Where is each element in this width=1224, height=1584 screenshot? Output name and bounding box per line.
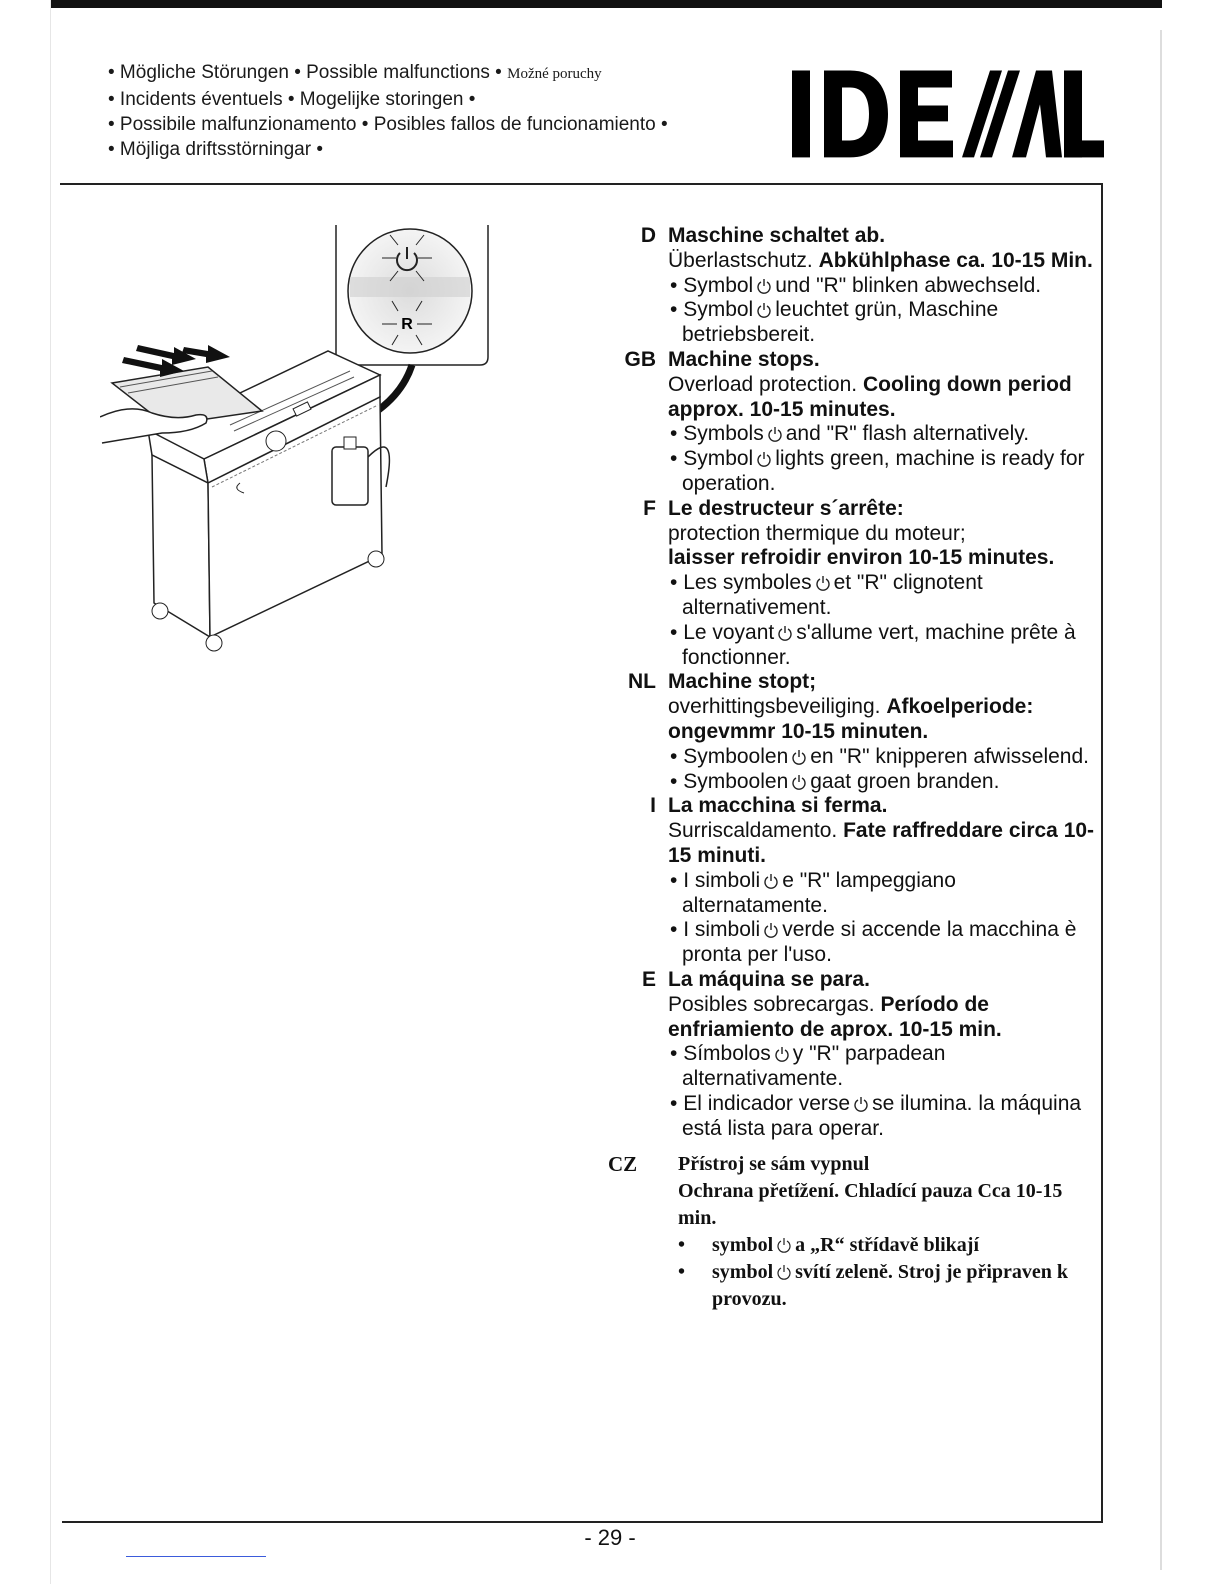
section-intro: Überlastschutz. Abkühlphase ca. 10-15 Min. bbox=[668, 248, 1093, 272]
bullet-item: • Le voyant s'allume vert, machine prête à fonctionner. bbox=[668, 621, 1098, 671]
power-icon bbox=[853, 1096, 869, 1112]
footer-rule bbox=[62, 1521, 1103, 1523]
shredder-drawing bbox=[100, 225, 520, 660]
section-heading: Machine stops. bbox=[668, 347, 820, 371]
power-icon bbox=[767, 426, 783, 442]
header-line: • Incidents éventuels • Mogelijke storingen • bbox=[108, 89, 476, 110]
section-intro: Posibles sobrecargas. Período de enfriamiento de aprox. 10-15 min. bbox=[668, 992, 1002, 1041]
shredder-illustration bbox=[100, 225, 520, 660]
section-intro: Surriscaldamento. Fate raffreddare circa 10-15 minuti. bbox=[668, 819, 1095, 867]
language-code: NL bbox=[628, 670, 656, 694]
language-code: E bbox=[641, 967, 656, 991]
header-rule bbox=[60, 183, 1102, 185]
power-icon bbox=[756, 451, 772, 467]
power-icon bbox=[815, 575, 831, 591]
header-line: • Mögliche Störungen • Possible malfunctions • Možné poruchy bbox=[108, 62, 602, 83]
language-code: I bbox=[650, 794, 656, 818]
bullet-item: • Symboolen gaat groen branden. bbox=[668, 770, 1098, 795]
section-heading: La macchina si ferma. bbox=[668, 794, 888, 818]
bullet-item: • Símbolos y "R" parpadean alternativamente. bbox=[668, 1042, 1098, 1092]
power-icon bbox=[791, 774, 807, 790]
ideal-logo-mark bbox=[790, 62, 1110, 168]
scan-edge-right bbox=[1160, 30, 1162, 1570]
section-it bbox=[618, 794, 1098, 968]
power-icon bbox=[763, 873, 779, 889]
page-number: - 29 - bbox=[584, 1525, 636, 1550]
power-icon bbox=[791, 749, 807, 765]
malfunction-entries bbox=[608, 224, 1098, 1313]
section-heading: Maschine schaltet ab. bbox=[668, 224, 886, 247]
power-icon bbox=[776, 1264, 792, 1280]
ideal-logo bbox=[790, 62, 1110, 168]
power-icon bbox=[756, 302, 772, 318]
footer-link-underline bbox=[126, 1556, 266, 1557]
header-line: • Möjliga driftsstörningar • bbox=[108, 139, 323, 160]
bullet-item: • El indicador verse se ilumina. la máquina está lista para operar. bbox=[668, 1092, 1098, 1142]
bullet-item: • Symboolen en "R" knipperen afwisselend. bbox=[668, 745, 1098, 770]
section-cz bbox=[608, 1151, 1098, 1313]
language-code: GB bbox=[624, 347, 656, 371]
section-gb bbox=[618, 348, 1098, 497]
bullet-item: • I simboli verde si accende la macchina è pronta per l'uso. bbox=[668, 918, 1098, 968]
bullet-item: • Symbol und "R" blinken abwechseld. bbox=[668, 274, 1098, 299]
power-icon bbox=[763, 922, 779, 938]
section-intro: Ochrana přetížení. Chladící pauza Cca 10-15 min. bbox=[678, 1180, 1063, 1230]
bullet-item: • symbol svítí zeleně. Stroj je připraven k provozu. bbox=[678, 1259, 1098, 1313]
section-intro: overhittingsbeveiliging. Afkoelperiode: ongevmmr 10-15 minuten. bbox=[668, 695, 1034, 743]
section-heading: Le destructeur s´arrête: bbox=[668, 496, 904, 520]
language-code: D bbox=[640, 224, 656, 247]
bullet-item: • symbol a „R“ střídavě blikají bbox=[678, 1232, 1098, 1259]
power-icon bbox=[756, 278, 772, 294]
section-nl bbox=[618, 670, 1098, 794]
scan-edge-left bbox=[50, 0, 51, 1584]
power-icon bbox=[776, 1237, 792, 1253]
power-icon bbox=[777, 625, 793, 641]
section-heading: Přístroj se sám vypnul bbox=[678, 1153, 870, 1176]
section-fr bbox=[618, 497, 1098, 671]
section-de bbox=[618, 224, 1098, 348]
malfunction-title-list bbox=[108, 60, 768, 162]
bullet-item: • Les symboles et "R" clignotent alternativement. bbox=[668, 571, 1098, 621]
bullet-item: • Symbols and "R" flash alternatively. bbox=[668, 422, 1098, 447]
bullet-item: • Symbol lights green, machine is ready for operation. bbox=[668, 447, 1098, 497]
power-icon bbox=[774, 1046, 790, 1062]
frame-rule-right bbox=[1101, 183, 1103, 1523]
section-heading: Machine stopt; bbox=[668, 670, 817, 694]
top-bar bbox=[50, 0, 1162, 8]
bullet-item: • Symbol leuchtet grün, Maschine betriebsbereit. bbox=[668, 298, 1098, 348]
header-line: • Possibile malfunzionamento • Posibles fallos de funcionamiento • bbox=[108, 114, 668, 135]
panel-label-r: R bbox=[401, 316, 413, 333]
language-code: CZ bbox=[608, 1152, 638, 1177]
section-intro: Overload protection. Cooling down period approx. 10-15 minutes. bbox=[668, 372, 1072, 421]
language-code: F bbox=[643, 496, 656, 520]
section-es bbox=[618, 968, 1098, 1142]
bullet-item: • I simboli e "R" lampeggiano alternatamente. bbox=[668, 869, 1098, 919]
section-intro: protection thermique du moteur; laisser refroidir environ 10-15 minutes. bbox=[668, 521, 1055, 570]
section-heading: La máquina se para. bbox=[668, 967, 870, 991]
